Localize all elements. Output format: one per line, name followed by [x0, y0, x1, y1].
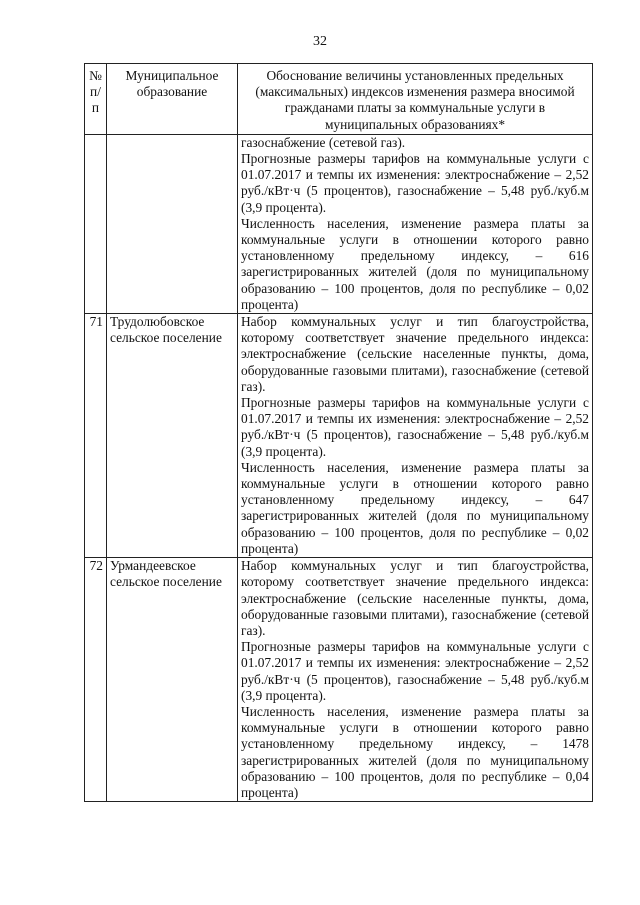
paragraph: Прогнозные размеры тарифов на коммунальные услуги с 01.07.2017 и темпы их изменения: электроснабжение – 2,52 руб./кВт·ч (5 процентов), газоснабжение – 5,48 руб./куб.м (3,9 процента).: [241, 395, 589, 459]
row-justification: [238, 314, 593, 558]
table-row: [85, 134, 593, 313]
header-municipality: Муниципальное образование: [107, 64, 238, 135]
page-number: 32: [313, 34, 327, 49]
row-num: 71: [85, 314, 107, 558]
header-num: № п/п: [85, 64, 107, 135]
paragraph: газоснабжение (сетевой газ).: [241, 134, 406, 150]
row-justification: [238, 558, 593, 802]
row-num: [85, 134, 107, 313]
paragraph: Прогнозные размеры тарифов на коммунальные услуги с 01.07.2017 и темпы их изменения: электроснабжение – 2,52 руб./кВт·ч (5 процентов), газоснабжение – 5,48 руб./куб.м (3,9 процента).: [241, 639, 589, 703]
row-justification: [238, 134, 593, 313]
row-num: 72: [85, 558, 107, 802]
row-municipality: Урмандеевское сельское поселение: [107, 558, 238, 802]
row-municipality: [107, 134, 238, 313]
paragraph: Численность населения, изменение размера платы за коммунальные услуги в отношении которого равно установленному предельному индексу, – 1478 зарегистрированных жителей (доля по муниципальному образованию – 100 процентов, доля по республике – 0,04 процента): [241, 703, 589, 800]
table-row: [85, 314, 593, 558]
paragraph: Прогнозные размеры тарифов на коммунальные услуги с 01.07.2017 и темпы их изменения: электроснабжение – 2,52 руб./кВт·ч (5 процентов), газоснабжение – 5,48 руб./куб.м (3,9 процента).: [241, 151, 589, 215]
paragraph: Численность населения, изменение размера платы за коммунальные услуги в отношении которого равно установленному предельному индексу, – 616 зарегистрированных жителей (доля по муниципальному образованию – 100 процентов, доля по республике – 0,02 процента): [241, 215, 589, 312]
table-row: [85, 558, 593, 802]
paragraph: Численность населения, изменение размера платы за коммунальные услуги в отношении которого равно установленному предельному индексу, – 647 зарегистрированных жителей (доля по муниципальному образованию – 100 процентов, доля по республике – 0,02 процента): [241, 459, 589, 556]
header-justification: Обоснование величины установленных предельных (максимальных) индексов изменения размера вносимой гражданами платы за коммунальные услуги в муниципальных образованиях*: [238, 64, 593, 135]
tariff-table: [84, 63, 593, 802]
table-header-row: [85, 64, 593, 135]
paragraph: Набор коммунальных услуг и тип благоустройства, которому соответствует значение предельного индекса: электроснабжение (сельские населенные пункты, дома, оборудованные газовыми плитами), газоснабжение (сетевой газ).: [241, 558, 589, 638]
row-municipality: Трудолюбовское сельское поселение: [107, 314, 238, 558]
paragraph: Набор коммунальных услуг и тип благоустройства, которому соответствует значение предельного индекса: электроснабжение (сельские населенные пункты, дома, оборудованные газовыми плитами), газоснабжение (сетевой газ).: [241, 314, 589, 394]
